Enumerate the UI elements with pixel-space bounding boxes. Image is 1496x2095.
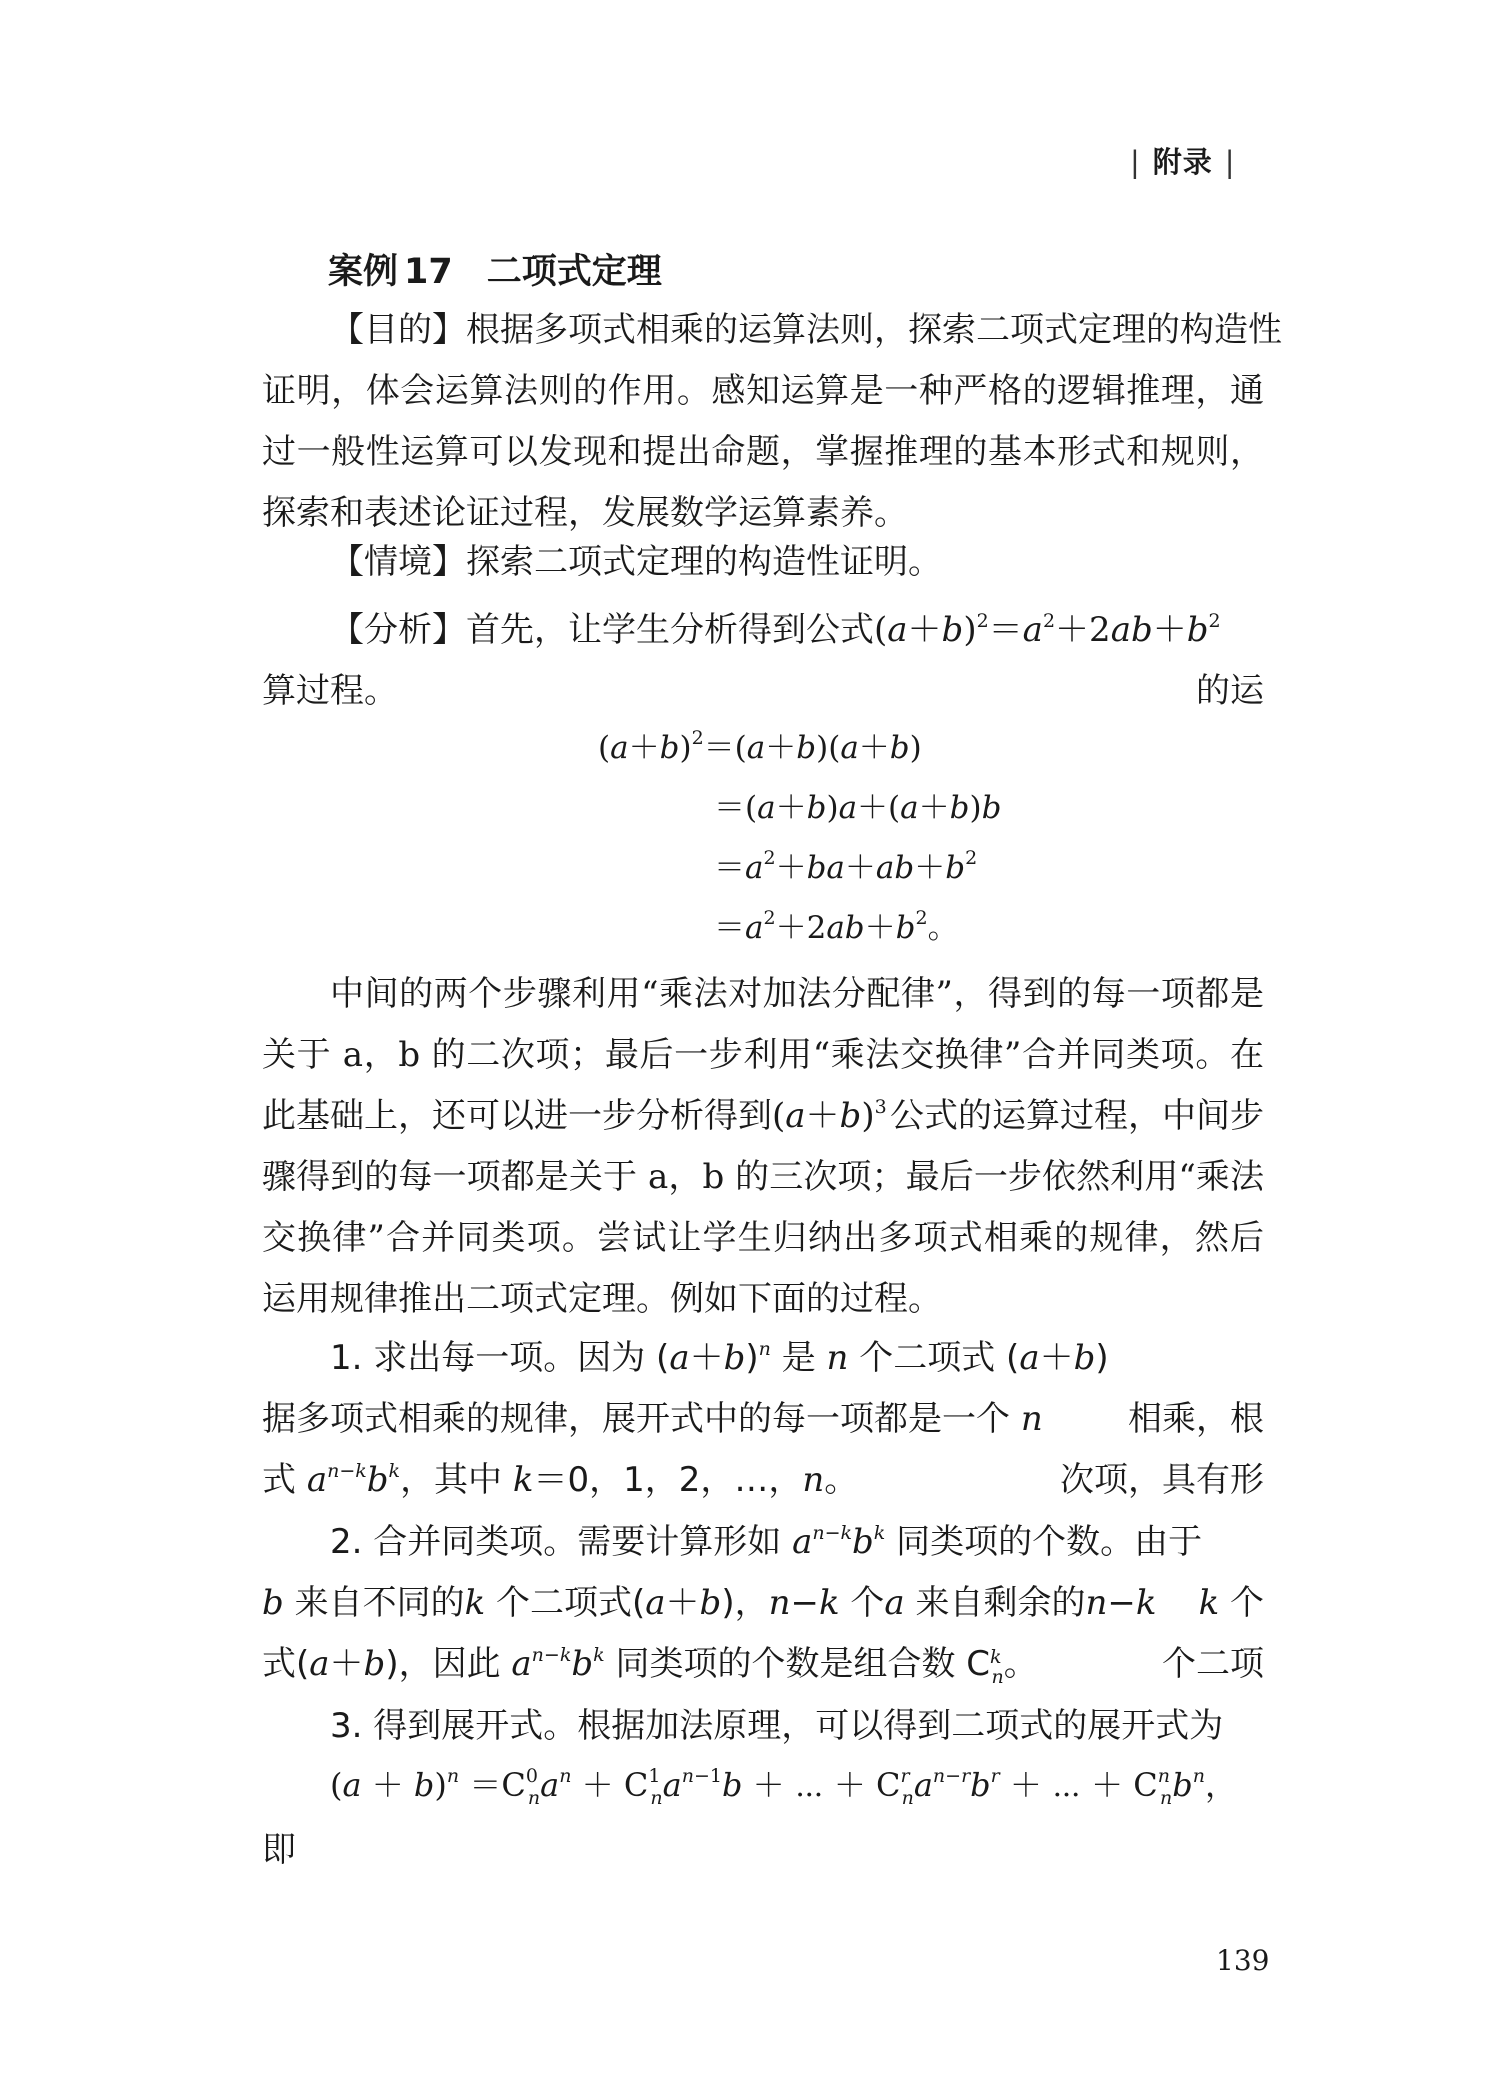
step-text: 个二项式	[496, 1583, 632, 1623]
step-text: 来自剩余的	[915, 1583, 1086, 1623]
step-line: 式 $a^{n-k}b^k$，其中 k＝0，1，2，…，n。	[262, 1460, 859, 1500]
step-text: 相乘，根	[1128, 1399, 1264, 1439]
equation-line-3: $=a^2+ba+ab+b^2$	[714, 847, 978, 886]
purpose-line: 【目的】根据多项式相乘的运算法则，探索二项式定理的构造性	[330, 310, 1282, 350]
purpose-line: 探索和表述论证过程，发展数学运算素养。	[262, 493, 908, 533]
note-fragment: 此基础上，还可以进一步分析得到	[262, 1096, 772, 1136]
step-2-paragraph	[262, 1512, 1264, 1695]
purpose-line: 过一般性运算可以发现和提出命题，掌握推理的基本形式和规则，	[262, 432, 1264, 472]
case-number: 17	[404, 252, 453, 292]
step-line: b 来自不同的k 个二项式(a＋b)，n−k 个a 来自剩余的n−k 个二项	[262, 1573, 1264, 1634]
note-line: 中间的两个步骤利用“乘法对加法分配律”，得到的每一项都是	[330, 974, 1264, 1014]
step-text: 1. 求出每一项。因为	[330, 1338, 646, 1378]
step-text: 。	[1003, 1644, 1038, 1684]
analysis-line: 算过程。	[262, 671, 398, 711]
note-line: 关于 a，b 的二次项；最后一步利用“乘法交换律”合并同类项。在	[262, 1035, 1264, 1075]
step-line: 1. 求出每一项。因为 $(a+b)^n$ 是 n 个二项式 (a＋b) 相乘，根	[262, 1328, 1264, 1389]
case-label: 案例	[328, 252, 399, 292]
inline-formula: $(a+b)^2=a^2+2ab+b^2$	[874, 610, 1221, 650]
analysis-prefix: 【分析】首先，让学生分析得到公式	[330, 610, 874, 650]
step-text: 同类项的个数是组合数	[615, 1644, 956, 1684]
step-1-paragraph	[262, 1328, 1264, 1511]
step-text: 同类项的个数。由于	[896, 1522, 1203, 1562]
step-line: 据多项式相乘的规律，展开式中的每一项都是一个 n 次项，具有形	[262, 1389, 1264, 1450]
note-line: 运用规律推出二项式定理。例如下面的过程。	[262, 1279, 942, 1319]
note-fragment: 公式的运算过程，中间步	[890, 1096, 1264, 1136]
header-bar-left: |	[1130, 145, 1141, 179]
note-line	[262, 1086, 1264, 1147]
step-line: 2. 合并同类项。需要计算形如 $a^{n-k}b^k$ 同类项的个数。由于 k 个	[330, 1522, 1264, 1623]
step-text: 个二项式	[859, 1338, 996, 1378]
step-line: 3. 得到展开式。根据加法原理，可以得到二项式的展开式为	[330, 1706, 1224, 1746]
note-line: 交换律”合并同类项。尝试让学生归纳出多项式相乘的规律，然后	[262, 1218, 1264, 1258]
step-text: 个二项	[1162, 1644, 1264, 1684]
header-bar-right: |	[1224, 145, 1236, 179]
ji-line: 即	[262, 1830, 296, 1870]
step-text: ＝0，1，2，…，	[533, 1460, 803, 1500]
section-name: 二项式定理	[486, 252, 662, 292]
page-number: 139	[1216, 1944, 1270, 1977]
step-text: 来自不同的	[294, 1583, 465, 1623]
step-text: 个	[1230, 1583, 1264, 1623]
step-text: 。	[824, 1460, 859, 1500]
step-line: 式(a＋b)，因此 $a^{n-k}b^k$ 同类项的个数是组合数 $C^k_n$。	[262, 1644, 1038, 1688]
situation-line: 【情境】探索二项式定理的构造性证明。	[330, 542, 942, 582]
step-text: 据多项式相乘的规律，展开式中的每一项都是一个	[262, 1399, 1010, 1439]
equation-line-2: ＝(a＋b)a＋(a＋b)b	[714, 790, 1002, 826]
step-text: 2. 合并同类项。需要计算形如	[330, 1522, 782, 1562]
inline-formula: $(a+b)^3$	[772, 1096, 887, 1136]
step-text: ，因此	[398, 1644, 501, 1684]
situation-paragraph	[262, 532, 1264, 593]
section-title	[328, 244, 662, 294]
step-text: 次项，具有形	[1060, 1460, 1264, 1500]
equation-line-4: $=a^2+2ab+b^2$。	[714, 907, 959, 946]
step-text: 式	[262, 1644, 296, 1684]
step-text: 个	[850, 1583, 885, 1623]
header-label: 附录	[1152, 145, 1213, 179]
derivation-note-paragraph	[262, 964, 1264, 1330]
step-text: ，其中	[400, 1460, 503, 1500]
analysis-paragraph	[262, 600, 1264, 722]
equation-line-1: $(a+b)^2=(a+b)(a+b)$	[598, 727, 922, 766]
ji-paragraph	[262, 1820, 1264, 1881]
running-head	[1118, 140, 1248, 181]
step-text: 是	[781, 1338, 816, 1378]
analysis-suffix: 的运	[1196, 671, 1264, 711]
step-text: ，	[734, 1583, 769, 1623]
purpose-paragraph	[262, 300, 1282, 544]
step-text: 式	[262, 1460, 296, 1500]
purpose-line: 证明，体会运算法则的作用。感知运算是一种严格的逻辑推理，通	[262, 371, 1264, 411]
binomial-expansion: $(a + b)^n =C^0_na^n + C^1_na^{n-1}b$ ＋ ⋯ ＋ $C^r_na^{n-r}b^r$ ＋ ⋯ ＋ $C^n_nb^n$，	[330, 1765, 1237, 1809]
note-line: 骤得到的每一项都是关于 a，b 的三次项；最后一步依然利用“乘法	[262, 1157, 1264, 1197]
step-3-paragraph	[262, 1696, 1264, 1757]
